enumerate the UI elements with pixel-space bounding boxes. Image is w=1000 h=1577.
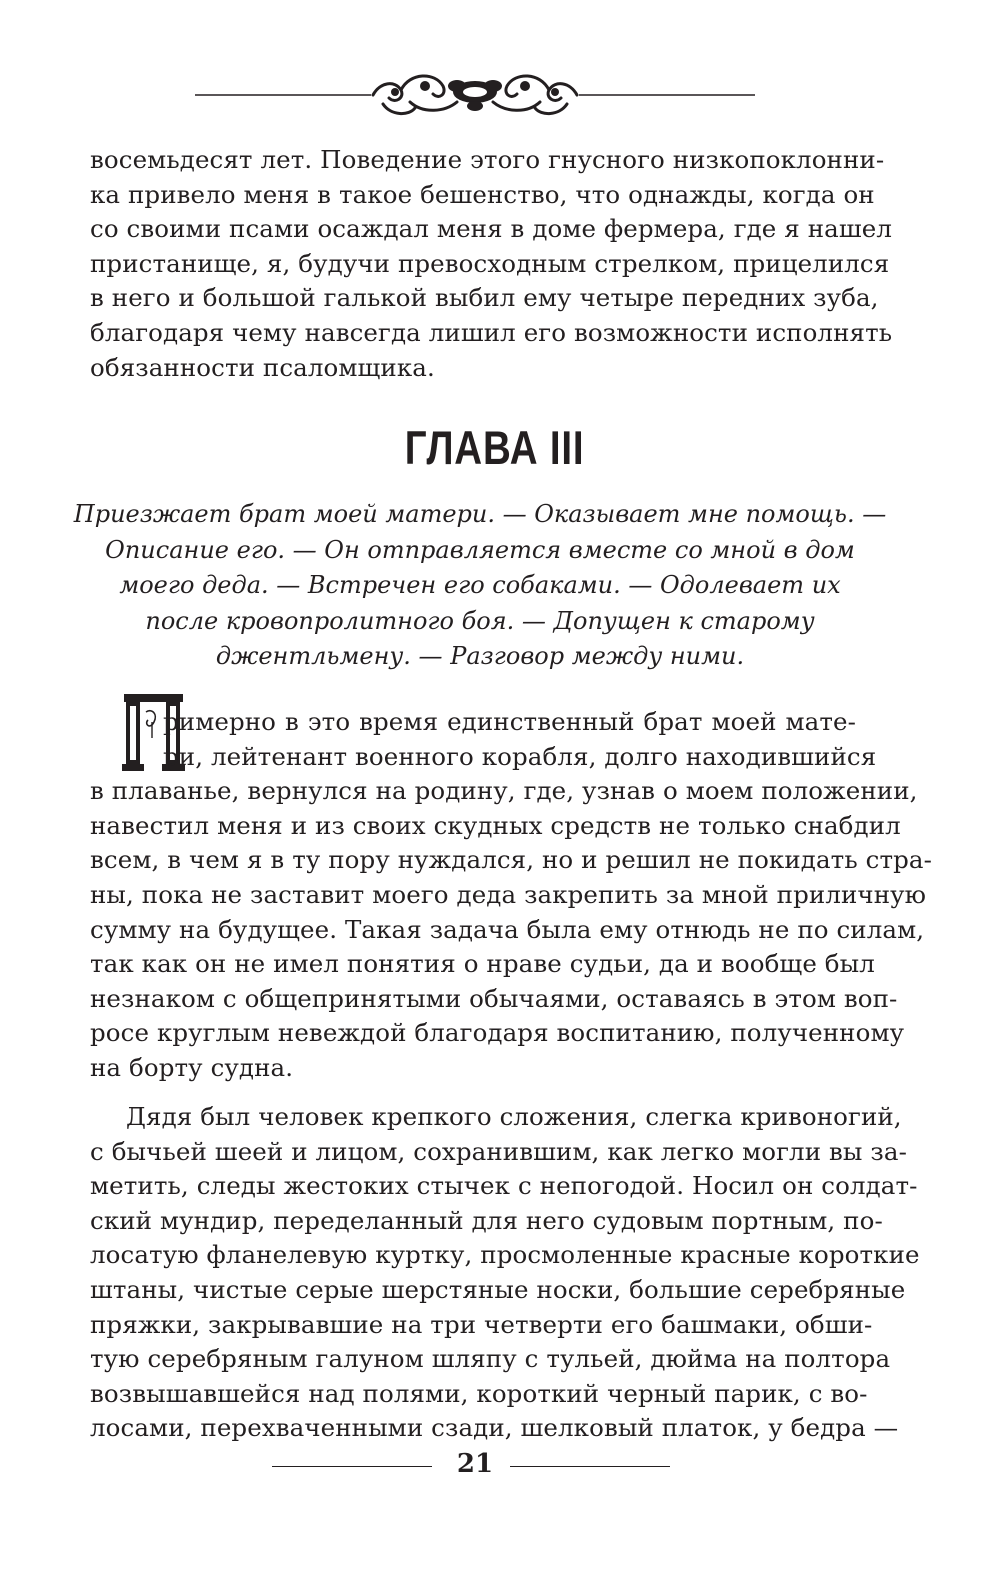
text-line: так как он не имел понятия о нраве судьи, да и вообще был — [90, 949, 875, 979]
text-line: ка привело меня в такое бешенство, что однажды, когда он — [90, 179, 875, 209]
text-line: всем, в чем я в ту пору нуждался, но и решил не покидать стра- — [90, 845, 932, 875]
text-line: сумму на будущее. Такая задача была ему отнюдь не по силам, — [90, 914, 925, 944]
text-line: тую серебряным галуном шляпу с тульей, дюйма на полтора — [90, 1344, 891, 1374]
text-line: незнаком с общепринятыми обычаями, оставаясь в этом воп- — [90, 983, 898, 1013]
text-line: восемьдесят лет. Поведение этого гнусного низкопоклонни- — [90, 145, 885, 174]
page-number: 21 — [456, 1449, 494, 1479]
flourish-icon — [195, 62, 755, 122]
summary-line: джентльмену. — Разговор между ними. — [215, 642, 745, 670]
text-line: метить, следы жестоких стычек с непогодой. Носил он солдат- — [90, 1171, 918, 1201]
text-line: ри, лейтенант военного корабля, долго находившийся — [163, 741, 877, 771]
text-line: пряжки, закрывавшие на три четверти его башмаки, обши- — [90, 1309, 873, 1339]
footer-rule-right — [510, 1466, 670, 1467]
text-line: в плаванье, вернулся на родину, где, узнав о моем положении, — [90, 776, 918, 806]
text-line: с бычьей шеей и лицом, сохранившим, как легко могли вы за- — [90, 1136, 907, 1166]
paragraph-1 — [90, 705, 932, 1086]
text-line: возвышавшейся над полями, короткий черный парик, с во- — [90, 1378, 868, 1408]
text-line: росе круглым невеждой благодаря воспитанию, полученному — [90, 1018, 905, 1048]
text-line: на борту судна. — [90, 1052, 294, 1082]
text-line: пристанище, я, будучи превосходным стрелком, прицелился — [90, 248, 890, 278]
text-line: в него и большой галькой выбил ему четыре передних зуба, — [90, 283, 879, 313]
text-line: штаны, чистые серые шерстяные носки, большие серебряные — [90, 1274, 906, 1304]
summary-line: моего деда. — Встречен его собаками. — Одолевает их — [119, 571, 841, 599]
text-line: лосами, перехваченными сзади, шелковый платок, у бедра — — [90, 1413, 899, 1443]
text-line: римерно в это время единственный брат моей мате- — [163, 707, 856, 736]
summary-line: Приезжает брат моей матери. — Оказывает мне помощь. — — [73, 500, 887, 528]
summary-line: после кровопролитного боя. — Допущен к старому — [145, 606, 815, 635]
chapter-summary — [70, 497, 890, 675]
summary-line: Описание его. — Он отправляется вместе со мной в дом — [105, 535, 855, 564]
text-line: ский мундир, переделанный для него судовым портным, по- — [90, 1205, 883, 1235]
text-line: ны, пока не заставит моего деда закрепить за мной приличную — [90, 879, 927, 909]
top-paragraph — [90, 143, 893, 385]
text-line: со своими псами осаждал меня в доме фермера, где я нашел — [90, 214, 893, 244]
header-ornament — [195, 62, 755, 122]
text-line: Дядя был человек крепкого сложения, слегка кривоногий, — [126, 1102, 902, 1131]
text-line: лосатую фланелевую куртку, просмоленные красные короткие — [90, 1240, 920, 1270]
paragraph-2 — [90, 1100, 920, 1446]
text-line: благодаря чему навсегда лишил его возможности исполнять — [90, 317, 893, 347]
text-line: навестил меня и из своих скудных средств не только снабдил — [90, 810, 901, 840]
text-line: обязанности псаломщика. — [90, 352, 435, 382]
footer-rule-left — [272, 1466, 432, 1467]
chapter-title: ГЛАВА III — [404, 421, 585, 474]
